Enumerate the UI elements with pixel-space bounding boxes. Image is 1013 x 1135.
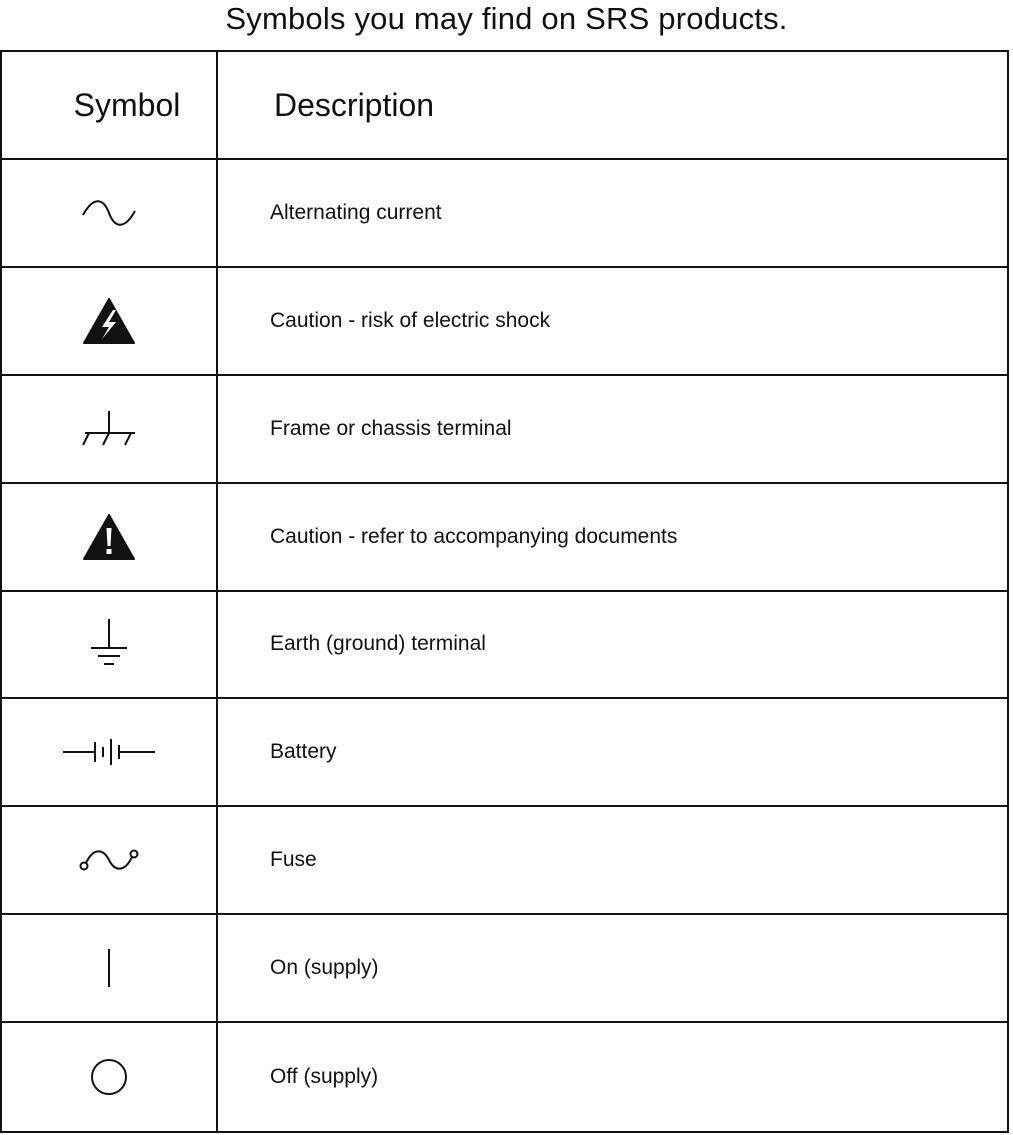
fuse-icon (77, 842, 141, 878)
table-row-description: Off (supply) (270, 1065, 379, 1089)
symbol-cell (2, 376, 218, 484)
table-row-description: Caution - risk of electric shock (218, 268, 1007, 376)
symbol-cell (2, 160, 218, 268)
chassis-terminal-icon (77, 407, 141, 451)
table-row-description: Battery (218, 699, 1007, 807)
symbol-cell (2, 484, 218, 592)
symbol-cell (2, 699, 218, 807)
battery-icon (59, 734, 159, 770)
alternating-current-icon (79, 193, 139, 233)
table-row-description: Fuse (218, 807, 1007, 915)
power-on-icon (99, 946, 119, 990)
table-row-description: Earth (ground) terminal (218, 592, 1007, 700)
table-row-description: Frame or chassis terminal (218, 376, 1007, 484)
table-row-description: Alternating current (218, 160, 1007, 268)
earth-ground-icon (84, 616, 134, 672)
symbol-cell (2, 268, 218, 376)
table-row-description: Caution - refer to accompanying documents (218, 484, 1007, 592)
table-row-description: On (supply) (218, 915, 1007, 1023)
symbol-cell (2, 1023, 218, 1131)
symbol-cell (2, 807, 218, 915)
electric-shock-warning-icon (81, 296, 137, 346)
page-title: Symbols you may find on SRS products. (225, 1, 788, 36)
power-off-icon (87, 1055, 131, 1099)
header-description: Description (218, 52, 1007, 160)
symbol-cell (2, 915, 218, 1023)
caution-warning-icon (81, 512, 137, 562)
symbol-cell (2, 592, 218, 700)
symbols-table (0, 50, 1009, 1133)
header-symbol: Symbol (2, 52, 218, 160)
